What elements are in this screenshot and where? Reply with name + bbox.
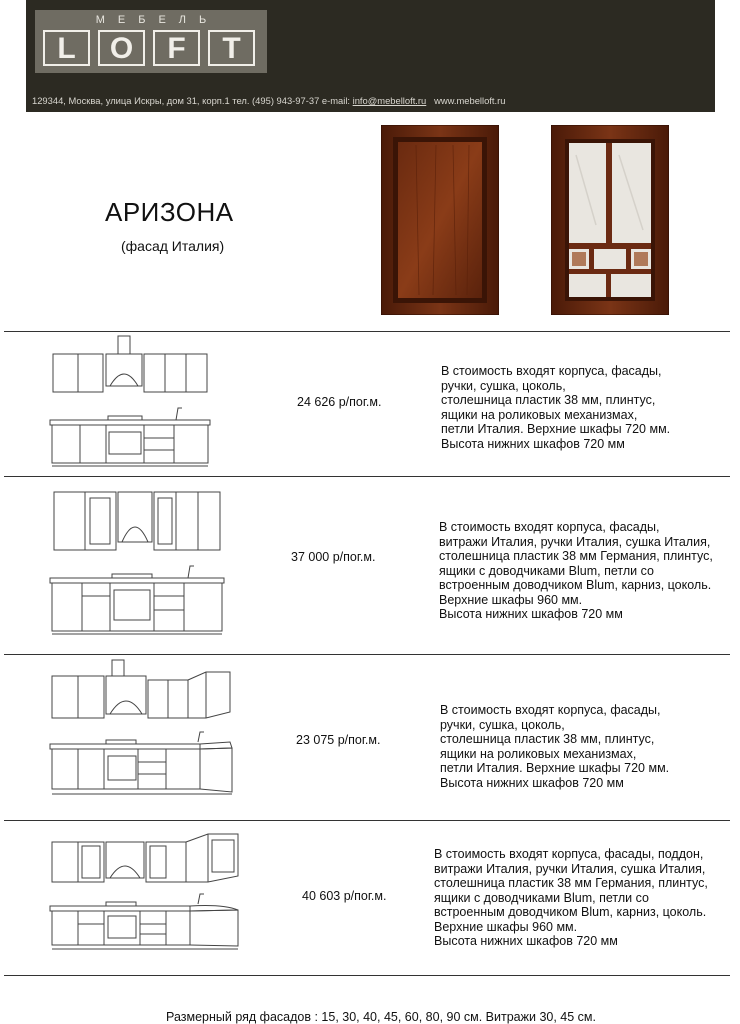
description-line: Высота нижних шкафов 720 мм (439, 607, 623, 621)
description-line: ручки, сушка, цоколь, (441, 378, 566, 393)
description-block (434, 847, 708, 949)
description-line: столешница пластик 38 мм Германия, плинтус, (434, 876, 708, 890)
contact-line (32, 95, 505, 106)
price-text: 40 603 р/пог.м. (302, 889, 387, 903)
kitchen-drawing-corner-glass (48, 828, 248, 954)
row-separator (4, 820, 730, 821)
description-line: встроенным доводчиком Blum, карниз, цоколь. (439, 578, 712, 592)
description-line: столешница пластик 38 мм Германия, плинтус, (439, 549, 713, 563)
description-line: Верхние шкафы 960 мм. (439, 592, 583, 607)
description-line: В стоимость входят корпуса, фасады, (439, 520, 660, 534)
description-block (439, 520, 713, 622)
description-line: Высота нижних шкафов 720 мм (441, 436, 625, 451)
kitchen-drawing-straight (48, 334, 218, 469)
description-line: Верхние шкафы 960 мм. (434, 919, 578, 934)
row-separator (4, 654, 730, 655)
logo-letter: T (208, 30, 255, 66)
product-subtitle: (фасад Италия) (121, 238, 225, 254)
website-text[interactable]: www.mebelloft.ru (434, 95, 506, 106)
kitchen-drawing-straight-glass (48, 484, 228, 640)
description-line: ручки, сушка, цоколь, (440, 717, 565, 732)
description-line: ящики на роликовых механизмах, (440, 746, 637, 761)
description-line: петли Италия. Верхние шкафы 720 мм. (440, 761, 670, 775)
description-line: ящики с доводчиками Blum, петли со (439, 563, 654, 578)
description-line: столешница пластик 38 мм, плинтус, (441, 393, 656, 407)
description-line: встроенным доводчиком Blum, карниз, цоколь. (434, 905, 707, 919)
description-line: В стоимость входят корпуса, фасады, поддон, (434, 847, 704, 861)
header-banner (26, 0, 715, 112)
email-link[interactable]: info@mebelloft.ru (352, 95, 427, 106)
solid-door-image (381, 125, 499, 315)
logo-letter: F (153, 30, 200, 66)
price-text: 24 626 р/пог.м. (297, 395, 382, 409)
kitchen-drawing-corner (48, 658, 238, 800)
logo-letters (43, 30, 255, 66)
description-line: Высота нижних шкафов 720 мм (434, 934, 618, 948)
glass-door-image (551, 125, 669, 315)
row-separator (4, 476, 730, 477)
price-text: 37 000 р/пог.м. (291, 550, 376, 564)
description-line: ящики с доводчиками Blum, петли со (434, 890, 649, 905)
description-line: столешница пластик 38 мм, плинтус, (440, 732, 655, 746)
product-title: АРИЗОНА (105, 197, 234, 227)
logo-top-word: МЕБЕЛЬ (95, 14, 220, 26)
row-separator (4, 331, 730, 332)
footer-sizes-note: Размерный ряд фасадов : 15, 30, 40, 45, 60, 80, 90 см. Витражи 30, 45 см. (166, 1010, 596, 1024)
price-text: 23 075 р/пог.м. (296, 733, 381, 747)
description-block (441, 364, 670, 451)
logo-letter: O (98, 30, 145, 66)
description-line: Высота нижних шкафов 720 мм (440, 775, 624, 790)
description-line: витражи Италия, ручки Италия, сушка Италия, (439, 534, 711, 549)
contact-address: 129344, Москва, улица Искры, дом 31, корп.1 тел. (495) 943-97-37 e-mail: (32, 95, 353, 106)
description-line: В стоимость входят корпуса, фасады, (441, 364, 662, 378)
description-line: витражи Италия, ручки Италия, сушка Италия, (434, 861, 706, 876)
description-line: петли Италия. Верхние шкафы 720 мм. (441, 422, 671, 436)
brand-logo (35, 10, 267, 73)
row-separator (4, 975, 730, 976)
logo-letter: L (43, 30, 90, 66)
description-line: ящики на роликовых механизмах, (441, 407, 638, 422)
description-block (440, 703, 669, 790)
description-line: В стоимость входят корпуса, фасады, (440, 703, 661, 717)
